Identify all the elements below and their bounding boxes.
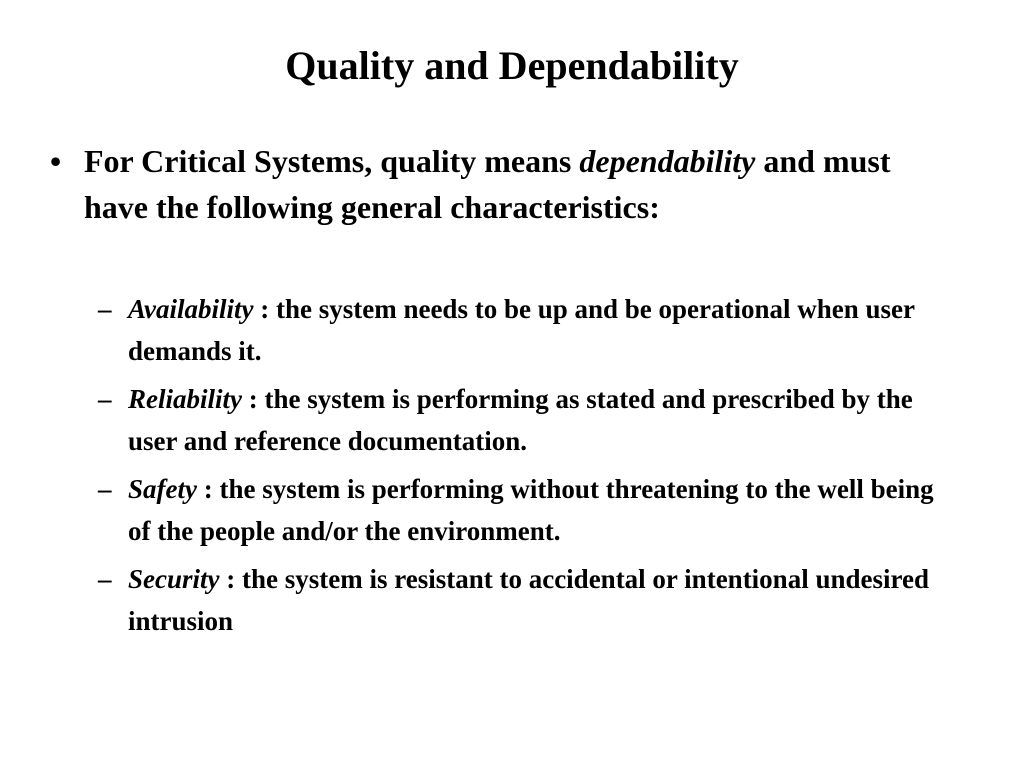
term-availability: Availability bbox=[128, 294, 254, 324]
bullet-marker: • bbox=[50, 143, 62, 179]
main-bullet-text-before: For Critical Systems, quality means bbox=[84, 143, 580, 179]
list-item-safety bbox=[98, 468, 958, 552]
list-item-security bbox=[98, 558, 958, 642]
dash-marker: – bbox=[98, 384, 112, 414]
term-reliability: Reliability bbox=[128, 384, 242, 414]
slide-title: Quality and Dependability bbox=[285, 43, 739, 88]
main-bullet-text-after: and must have the following general characteristics: bbox=[84, 143, 891, 225]
dash-marker: – bbox=[98, 294, 112, 324]
description-reliability: : the system is performing as stated and prescribed by the user and reference documentation. bbox=[128, 384, 913, 456]
dash-marker: – bbox=[98, 474, 112, 504]
main-bullet-text bbox=[84, 138, 950, 230]
list-item-reliability bbox=[98, 378, 958, 462]
characteristics-list bbox=[98, 288, 958, 648]
main-bullet bbox=[50, 138, 950, 230]
description-availability: : the system needs to be up and be operational when user demands it. bbox=[128, 294, 915, 366]
term-security: Security bbox=[128, 564, 220, 594]
description-security: : the system is resistant to accidental or intentional undesired intrusion bbox=[128, 564, 929, 636]
term-safety: Safety bbox=[128, 474, 197, 504]
dash-marker: – bbox=[98, 564, 112, 594]
list-item-availability bbox=[98, 288, 958, 372]
description-safety: : the system is performing without threatening to the well being of the people and/or the environment. bbox=[128, 474, 934, 546]
main-bullet-emphasis: dependability bbox=[579, 143, 756, 179]
